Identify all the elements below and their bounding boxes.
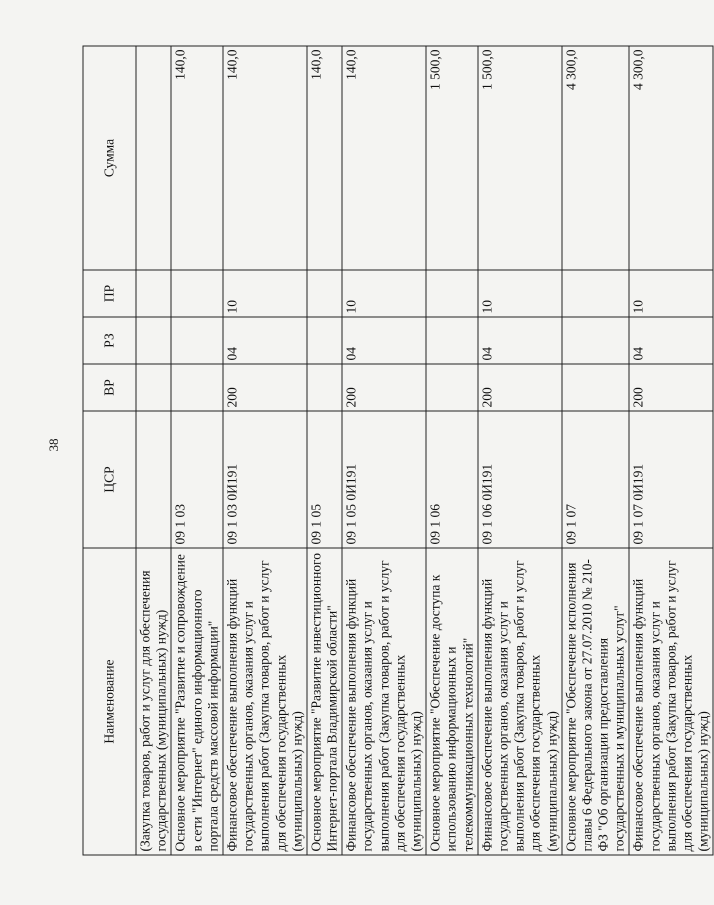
cell-sum: 1 500,0 — [426, 46, 478, 270]
header-rz: РЗ — [83, 317, 136, 364]
cell-pr: 10 — [629, 270, 713, 317]
cell-csr: 09 1 03 — [171, 411, 223, 548]
cell-csr: 09 1 05 0И191 — [342, 411, 426, 548]
cell-vr: 200 — [478, 364, 562, 411]
cell-csr: 09 1 03 0И191 — [223, 411, 307, 548]
budget-table — [83, 45, 714, 855]
rotated-document — [83, 45, 711, 855]
page-number: 38 — [46, 438, 61, 452]
cell-pr — [136, 270, 171, 317]
cell-vr — [562, 364, 630, 411]
table-row — [562, 46, 630, 855]
cell-rz — [136, 317, 171, 364]
table-row — [629, 46, 713, 855]
cell-sum: 1 500,0 — [478, 46, 562, 270]
table-row — [307, 46, 342, 855]
table-row — [426, 46, 478, 855]
cell-vr: 200 — [223, 364, 307, 411]
cell-csr — [136, 411, 171, 548]
table-row — [478, 46, 562, 855]
header-name: Наименование — [83, 548, 136, 855]
cell-rz: 04 — [342, 317, 426, 364]
cell-sum: 140,0 — [307, 46, 342, 270]
cell-vr — [307, 364, 342, 411]
cell-rz — [562, 317, 630, 364]
cell-sum: 140,0 — [171, 46, 223, 270]
cell-csr: 09 1 06 0И191 — [478, 411, 562, 548]
cell-sum: 4 300,0 — [562, 46, 630, 270]
cell-pr — [307, 270, 342, 317]
cell-vr: 200 — [342, 364, 426, 411]
cell-csr: 09 1 05 — [307, 411, 342, 548]
cell-pr — [426, 270, 478, 317]
cell-rz — [171, 317, 223, 364]
cell-rz: 04 — [223, 317, 307, 364]
table-row — [342, 46, 426, 855]
cell-name: Финансовое обеспечение выполнения функций государственных органов, оказания услуг и выполнения работ (Закупка товаров, работ и услуг для обеспечения государственных (муниципальных) нужд) — [342, 548, 426, 855]
header-vr: ВР — [83, 364, 136, 411]
cell-rz: 04 — [478, 317, 562, 364]
cell-name: Основное мероприятие "Обеспечение доступа к использованию информационных и телекоммуникационных технологий" — [426, 548, 478, 855]
cell-name: Основное мероприятие "Развитие и сопровождение в сети "Интернет" единого информационного портала средств массовой информации" — [171, 548, 223, 855]
cell-sum: 4 300,0 — [629, 46, 713, 270]
cell-sum — [136, 46, 171, 270]
cell-csr: 09 1 06 — [426, 411, 478, 548]
cell-vr: 200 — [629, 364, 713, 411]
table-row — [223, 46, 307, 855]
cell-rz: 04 — [629, 317, 713, 364]
cell-pr: 10 — [223, 270, 307, 317]
cell-name: Финансовое обеспечение выполнения функций государственных органов, оказания услуг и выполнения работ (Закупка товаров, работ и услуг для обеспечения государственных (муниципальных) нужд) — [629, 548, 713, 855]
cell-pr — [562, 270, 630, 317]
cell-pr — [171, 270, 223, 317]
cell-csr: 09 1 07 0И191 — [629, 411, 713, 548]
table-row — [171, 46, 223, 855]
cell-pr: 10 — [342, 270, 426, 317]
cell-csr: 09 1 07 — [562, 411, 630, 548]
cell-rz — [426, 317, 478, 364]
table-row — [136, 46, 171, 855]
cell-vr — [426, 364, 478, 411]
cell-sum: 140,0 — [223, 46, 307, 270]
table-header-row — [83, 46, 136, 855]
cell-vr — [136, 364, 171, 411]
header-csr: ЦСР — [83, 411, 136, 548]
cell-name: Основное мероприятие "Развитие инвестиционного Интернет-портала Владимирской области" — [307, 548, 342, 855]
cell-vr — [171, 364, 223, 411]
cell-pr: 10 — [478, 270, 562, 317]
header-sum: Сумма — [83, 46, 136, 270]
cell-name: (Закупка товаров, работ и услуг для обеспечения государственных (муниципальных) нужд) — [136, 548, 171, 855]
cell-sum: 140,0 — [342, 46, 426, 270]
header-pr: ПР — [83, 270, 136, 317]
cell-rz — [307, 317, 342, 364]
cell-name: Финансовое обеспечение выполнения функций государственных органов, оказания услуг и выполнения работ (Закупка товаров, работ и услуг для обеспечения государственных (муниципальных) нужд) — [223, 548, 307, 855]
cell-name: Основное мероприятие "Обеспечение исполнения главы 6 Федерального закона от 27.07.2010 № 210-ФЗ "Об организации предоставления государственных и муниципальных услуг" — [562, 548, 630, 855]
cell-name: Финансовое обеспечение выполнения функций государственных органов, оказания услуг и выполнения работ (Закупка товаров, работ и услуг для обеспечения государственных (муниципальных) нужд) — [478, 548, 562, 855]
